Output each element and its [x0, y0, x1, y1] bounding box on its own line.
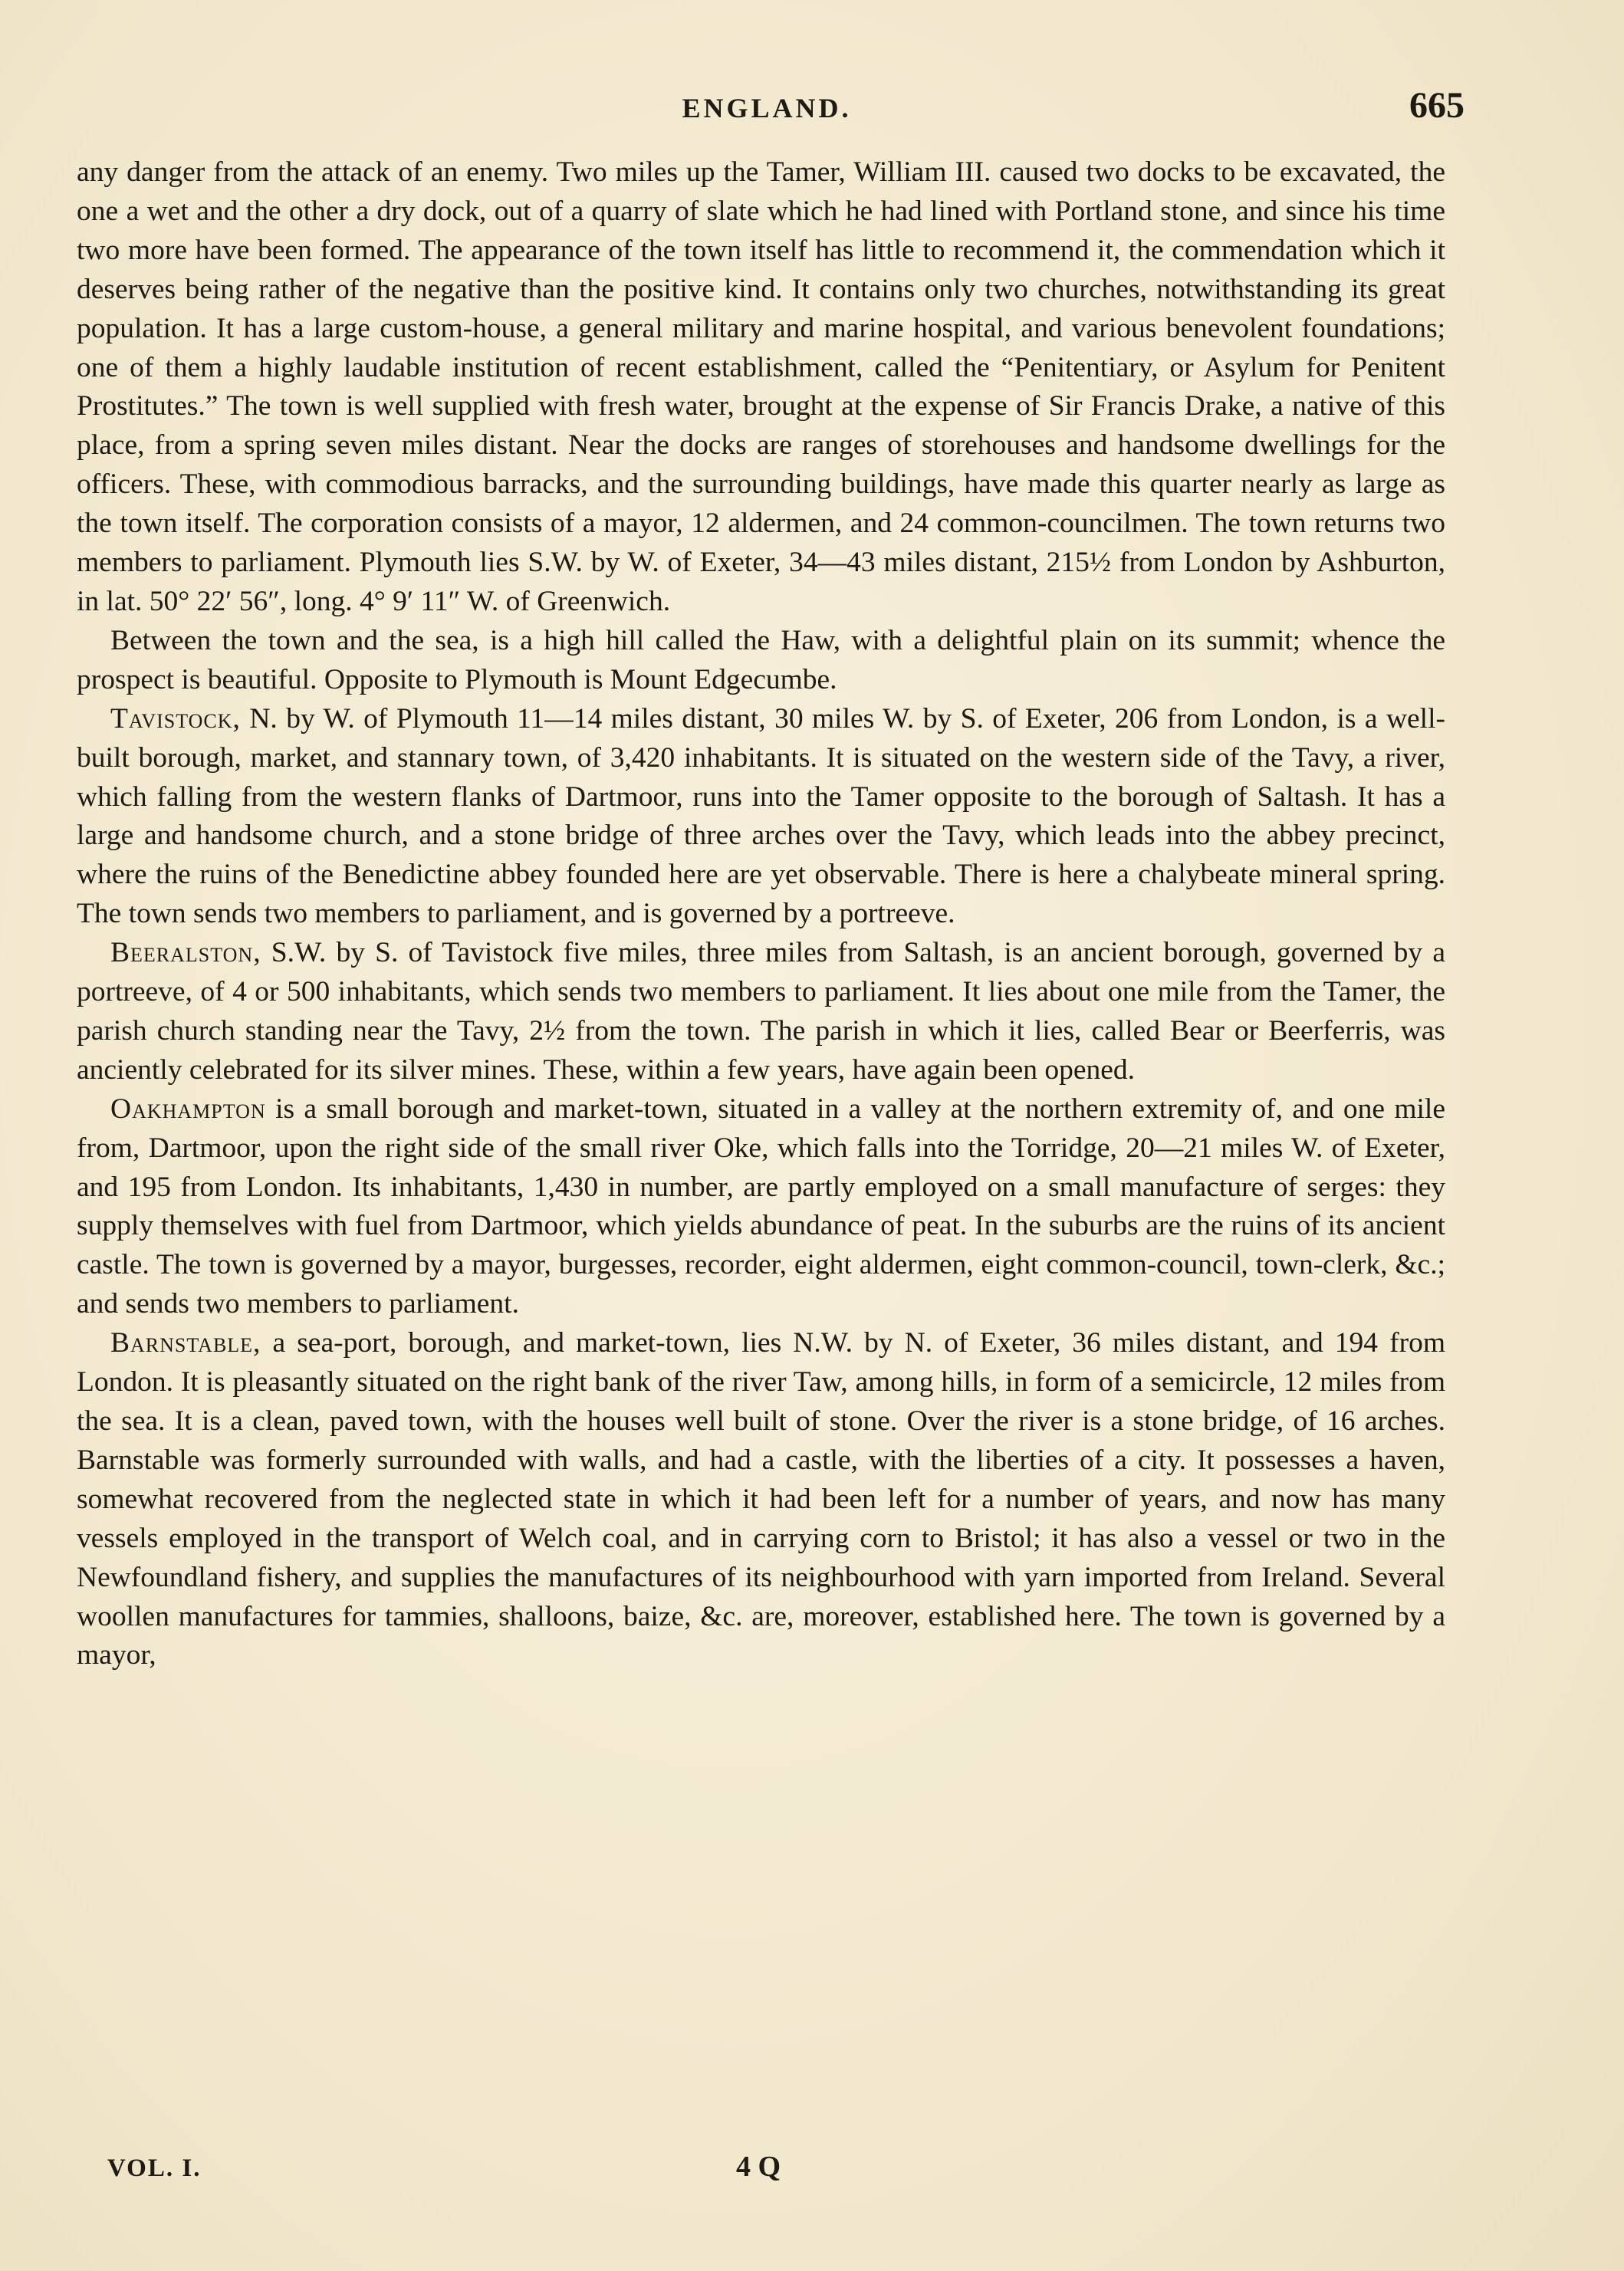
place-name: Beeralston,	[110, 937, 261, 969]
paragraph-haw	[77, 622, 1445, 700]
place-name: Tavistock,	[110, 702, 241, 735]
paragraph-tavistock	[77, 700, 1445, 934]
paragraph-barnstable	[77, 1324, 1445, 1675]
paragraph-beeralston	[77, 934, 1445, 1090]
paragraph-text: any danger from the attack of an enemy. Two miles up the Tamer, William III. caused two docks to be excavated, the one a wet and the other a dry dock, out of a quarry of slate which he had lined with Portland stone, and since his time two more have been formed. The appearance of the town itself has little to recommend it, the commendation which it deserves being rather of the negative than the positive kind. It contains only two churches, notwithstanding its great population. It has a large custom-house, a general military and marine hospital, and various benevolent foundations; one of them a highly laudable institution of recent establishment, called the “Penitentiary, or Asylum for Penitent Prostitutes.” The town is well supplied with fresh water, brought at the expense of Sir Francis Drake, a native of this place, from a spring seven miles distant. Near the docks are ranges of storehouses and handsome dwellings for the officers. These, with commodious barracks, and the surrounding buildings, have made this quarter nearly as large as the town itself. The corporation consists of a mayor, 12 aldermen, and 24 common-councilmen. The town returns two members to parliament. Plymouth lies S.W. by W. of Exeter, 34—43 miles distant, 215½ from London by Ashburton, in lat. 50° 22′ 56″, long. 4° 9′ 11″ W. of Greenwich.	[77, 156, 1445, 617]
volume-label: VOL. I.	[107, 2154, 202, 2182]
paragraph-text: a sea-port, borough, and market-town, lies N.W. by N. of Exeter, 36 miles distant, and 194 from London. It is pleasantly situated on the right bank of the river Taw, among hills, in form of a semicircle, 12 miles from the sea. It is a clean, paved town, with the houses well built of stone. Over the river is a stone bridge, of 16 arches. Barnstable was formerly surrounded with walls, and had a castle, with the liberties of a city. It possesses a haven, somewhat recovered from the neglected state in which it had been left for a number of years, and now has many vessels employed in the transport of Welch coal, and in carrying corn to Bristol; it has also a vessel or two in the Newfoundland fishery, and supplies the manufactures of its neighbourhood with yarn imported from Ireland. Several woollen manufactures for tammies, shalloons, baize, &c. are, moreover, established here. The town is governed by a mayor,	[77, 1327, 1445, 1671]
paragraph-text: S.W. by S. of Tavistock five miles, three miles from Saltash, is an ancient borough, governed by a portreeve, of 4 or 500 inhabitants, which sends two members to parliament. It lies about one mile from the Tamer, the parish church standing near the Tavy, 2½ from the town. The parish in which it lies, called Bear or Beerferris, was anciently celebrated for its silver mines. These, within a few years, have again been opened.	[77, 937, 1445, 1086]
page-header	[77, 84, 1465, 130]
running-head: ENGLAND.	[682, 93, 852, 123]
paragraph-oakhampton	[77, 1090, 1445, 1324]
body-text	[77, 153, 1445, 1675]
place-name: Barnstable,	[110, 1327, 261, 1359]
place-name: Oakhampton	[110, 1093, 266, 1125]
page-number: 665	[1409, 85, 1465, 126]
page-footer	[107, 2151, 1411, 2200]
signature-mark: 4 Q	[736, 2151, 781, 2183]
paragraph-text: N. by W. of Plymouth 11—14 miles distant, 30 miles W. by S. of Exeter, 206 from London, is a well-built borough, market, and stannary town, of 3,420 inhabitants. It is situated on the western side of the Tavy, a river, which falling from the western flanks of Dartmoor, runs into the Tamer opposite to the borough of Saltash. It has a large and handsome church, and a stone bridge of three arches over the Tavy, which leads into the abbey precinct, where the ruins of the Benedictine abbey founded here are yet observable. There is here a chalybeate mineral spring. The town sends two members to parliament, and is governed by a portreeve.	[77, 702, 1445, 930]
paragraph-plymouth	[77, 153, 1445, 622]
paragraph-text: is a small borough and market-town, situated in a valley at the northern extremity of, and one mile from, Dartmoor, upon the right side of the small river Oke, which falls into the Torridge, 20—21 miles W. of Exeter, and 195 from London. Its inhabitants, 1,430 in number, are partly employed on a small manufacture of serges: they supply themselves with fuel from Dartmoor, which yields abundance of peat. In the suburbs are the ruins of its ancient castle. The town is governed by a mayor, burgesses, recorder, eight aldermen, eight common-council, town-clerk, &c.; and sends two members to parliament.	[77, 1093, 1445, 1320]
paragraph-text: Between the town and the sea, is a high hill called the Haw, with a delightful plain on its summit; whence the prospect is beautiful. Opposite to Plymouth is Mount Edgecumbe.	[77, 624, 1445, 695]
